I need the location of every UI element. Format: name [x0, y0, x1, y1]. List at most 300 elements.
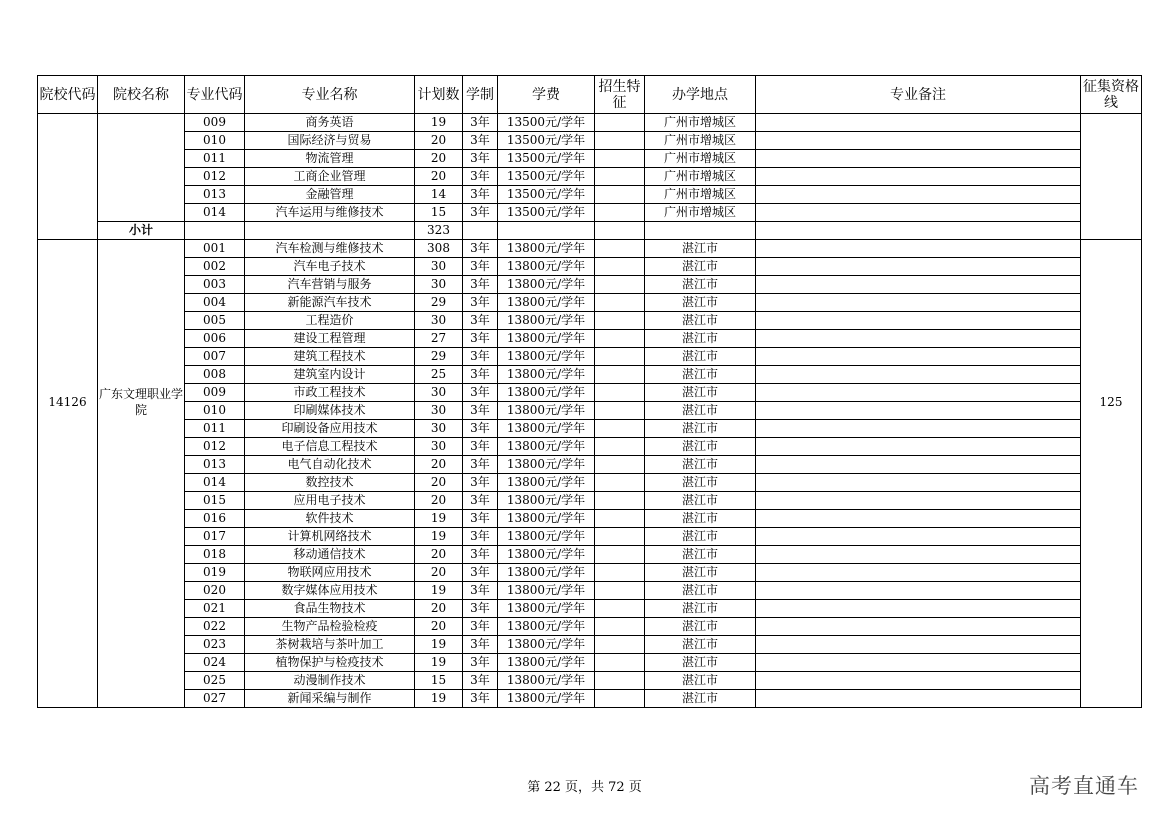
major-name: 工商企业管理	[245, 168, 415, 186]
location: 湛江市	[645, 312, 756, 330]
location: 湛江市	[645, 366, 756, 384]
enroll-feature	[595, 654, 645, 672]
location: 湛江市	[645, 690, 756, 708]
major-code: 017	[185, 528, 245, 546]
tuition: 13800元/学年	[498, 402, 595, 420]
major-name: 移动通信技术	[245, 546, 415, 564]
plan-count: 15	[415, 204, 463, 222]
plan-count: 19	[415, 510, 463, 528]
duration: 3年	[463, 420, 498, 438]
duration: 3年	[463, 132, 498, 150]
location: 湛江市	[645, 294, 756, 312]
column-header: 计划数	[415, 76, 463, 114]
major-code: 022	[185, 618, 245, 636]
duration: 3年	[463, 492, 498, 510]
table-row	[38, 168, 1142, 186]
plan-count: 30	[415, 312, 463, 330]
plan-count: 29	[415, 294, 463, 312]
major-note	[756, 114, 1081, 132]
tuition: 13500元/学年	[498, 132, 595, 150]
major-code: 005	[185, 312, 245, 330]
tuition: 13800元/学年	[498, 366, 595, 384]
table-row	[38, 330, 1142, 348]
location: 湛江市	[645, 474, 756, 492]
enroll-feature	[595, 456, 645, 474]
enroll-feature	[595, 618, 645, 636]
major-name: 数字媒体应用技术	[245, 582, 415, 600]
major-note	[756, 672, 1081, 690]
admission-threshold	[1081, 564, 1142, 708]
location: 湛江市	[645, 420, 756, 438]
plan-count: 19	[415, 114, 463, 132]
location: 湛江市	[645, 510, 756, 528]
enroll-feature	[595, 276, 645, 294]
table-row	[38, 528, 1142, 546]
tuition: 13800元/学年	[498, 294, 595, 312]
enroll-feature	[595, 168, 645, 186]
duration: 3年	[463, 348, 498, 366]
major-name: 计算机网络技术	[245, 528, 415, 546]
table-row	[38, 492, 1142, 510]
major-code	[185, 222, 245, 240]
page-footer: 第 22 页，共 72 页	[527, 780, 642, 795]
duration: 3年	[463, 402, 498, 420]
major-code: 024	[185, 654, 245, 672]
major-note	[756, 240, 1081, 258]
major-name: 建筑工程技术	[245, 348, 415, 366]
table-body	[38, 114, 1142, 708]
plan-count: 20	[415, 618, 463, 636]
major-name: 茶树栽培与茶叶加工	[245, 636, 415, 654]
major-code: 020	[185, 582, 245, 600]
location: 湛江市	[645, 240, 756, 258]
location: 湛江市	[645, 546, 756, 564]
major-code: 014	[185, 474, 245, 492]
table-row	[38, 600, 1142, 618]
column-header: 招生特征	[595, 76, 645, 114]
major-name: 食品生物技术	[245, 600, 415, 618]
table-row	[38, 384, 1142, 402]
enroll-feature	[595, 438, 645, 456]
major-code: 023	[185, 636, 245, 654]
table-row	[38, 240, 1142, 258]
plan-count: 20	[415, 492, 463, 510]
enroll-feature	[595, 582, 645, 600]
major-name: 商务英语	[245, 114, 415, 132]
major-name: 新闻采编与制作	[245, 690, 415, 708]
major-name: 物联网应用技术	[245, 564, 415, 582]
major-note	[756, 186, 1081, 204]
duration: 3年	[463, 546, 498, 564]
major-code: 011	[185, 150, 245, 168]
duration: 3年	[463, 276, 498, 294]
major-name: 金融管理	[245, 186, 415, 204]
location: 湛江市	[645, 654, 756, 672]
enroll-feature	[595, 474, 645, 492]
major-code: 003	[185, 276, 245, 294]
major-code: 013	[185, 456, 245, 474]
major-note	[756, 402, 1081, 420]
duration: 3年	[463, 294, 498, 312]
location: 湛江市	[645, 672, 756, 690]
enroll-feature	[595, 564, 645, 582]
duration: 3年	[463, 564, 498, 582]
watermark: 高考直通车	[1029, 774, 1139, 798]
major-name: 物流管理	[245, 150, 415, 168]
major-note	[756, 564, 1081, 582]
location: 湛江市	[645, 618, 756, 636]
admission-threshold	[1081, 114, 1142, 240]
college-name	[98, 114, 185, 222]
enroll-feature	[595, 420, 645, 438]
column-header: 办学地点	[645, 76, 756, 114]
tuition: 13800元/学年	[498, 510, 595, 528]
duration: 3年	[463, 636, 498, 654]
major-note	[756, 348, 1081, 366]
duration: 3年	[463, 672, 498, 690]
plan-count: 30	[415, 276, 463, 294]
major-name: 数控技术	[245, 474, 415, 492]
major-note	[756, 168, 1081, 186]
location: 湛江市	[645, 600, 756, 618]
major-name: 应用电子技术	[245, 492, 415, 510]
duration: 3年	[463, 168, 498, 186]
table-row	[38, 582, 1142, 600]
major-note	[756, 510, 1081, 528]
location: 湛江市	[645, 456, 756, 474]
column-header: 学费	[498, 76, 595, 114]
location: 湛江市	[645, 636, 756, 654]
plan-count: 25	[415, 366, 463, 384]
column-header: 征集资格线	[1081, 76, 1142, 114]
tuition: 13800元/学年	[498, 438, 595, 456]
enrollment-table	[37, 75, 1142, 708]
tuition: 13800元/学年	[498, 258, 595, 276]
tuition: 13500元/学年	[498, 114, 595, 132]
major-code: 011	[185, 420, 245, 438]
enroll-feature	[595, 114, 645, 132]
major-name: 印刷媒体技术	[245, 402, 415, 420]
location: 湛江市	[645, 258, 756, 276]
tuition: 13800元/学年	[498, 420, 595, 438]
tuition: 13800元/学年	[498, 636, 595, 654]
major-code: 009	[185, 384, 245, 402]
major-name: 植物保护与检疫技术	[245, 654, 415, 672]
major-note	[756, 438, 1081, 456]
major-note	[756, 600, 1081, 618]
major-note	[756, 150, 1081, 168]
major-name: 动漫制作技术	[245, 672, 415, 690]
enroll-feature	[595, 150, 645, 168]
tuition: 13800元/学年	[498, 312, 595, 330]
plan-count: 20	[415, 150, 463, 168]
duration: 3年	[463, 204, 498, 222]
enroll-feature	[595, 690, 645, 708]
major-note	[756, 618, 1081, 636]
location: 广州市增城区	[645, 150, 756, 168]
tuition: 13800元/学年	[498, 672, 595, 690]
major-note	[756, 474, 1081, 492]
column-header: 院校名称	[98, 76, 185, 114]
major-name: 建设工程管理	[245, 330, 415, 348]
table-row	[38, 474, 1142, 492]
college-code	[38, 114, 98, 240]
major-note	[756, 456, 1081, 474]
table-row	[38, 690, 1142, 708]
table-row	[38, 546, 1142, 564]
location: 湛江市	[645, 276, 756, 294]
tuition: 13500元/学年	[498, 186, 595, 204]
major-code: 006	[185, 330, 245, 348]
location: 湛江市	[645, 492, 756, 510]
plan-count: 30	[415, 384, 463, 402]
major-note	[756, 546, 1081, 564]
major-name	[245, 222, 415, 240]
table-header	[38, 76, 1142, 114]
major-name: 电气自动化技术	[245, 456, 415, 474]
plan-count: 29	[415, 348, 463, 366]
duration: 3年	[463, 114, 498, 132]
tuition: 13800元/学年	[498, 456, 595, 474]
major-name: 汽车检测与维修技术	[245, 240, 415, 258]
table-row	[38, 510, 1142, 528]
table-row	[38, 348, 1142, 366]
table-row	[38, 312, 1142, 330]
duration: 3年	[463, 456, 498, 474]
major-name: 国际经济与贸易	[245, 132, 415, 150]
major-code: 012	[185, 168, 245, 186]
duration: 3年	[463, 510, 498, 528]
plan-count: 20	[415, 474, 463, 492]
location: 广州市增城区	[645, 168, 756, 186]
major-code: 013	[185, 186, 245, 204]
major-code: 002	[185, 258, 245, 276]
enroll-feature	[595, 384, 645, 402]
major-note	[756, 330, 1081, 348]
plan-count: 19	[415, 528, 463, 546]
plan-count: 19	[415, 582, 463, 600]
major-code: 004	[185, 294, 245, 312]
enroll-feature	[595, 510, 645, 528]
plan-count: 20	[415, 456, 463, 474]
tuition: 13500元/学年	[498, 168, 595, 186]
column-header: 专业代码	[185, 76, 245, 114]
table-row	[38, 204, 1142, 222]
table-row	[38, 258, 1142, 276]
tuition: 13800元/学年	[498, 690, 595, 708]
major-note	[756, 276, 1081, 294]
duration: 3年	[463, 150, 498, 168]
plan-count: 19	[415, 636, 463, 654]
major-name: 汽车运用与维修技术	[245, 204, 415, 222]
enroll-feature	[595, 600, 645, 618]
location: 湛江市	[645, 528, 756, 546]
subtotal-row	[38, 222, 1142, 240]
plan-count: 14	[415, 186, 463, 204]
location: 湛江市	[645, 330, 756, 348]
college-name	[98, 564, 185, 708]
duration: 3年	[463, 600, 498, 618]
location: 湛江市	[645, 348, 756, 366]
location: 湛江市	[645, 582, 756, 600]
plan-count: 20	[415, 132, 463, 150]
duration: 3年	[463, 186, 498, 204]
major-note	[756, 528, 1081, 546]
tuition: 13800元/学年	[498, 600, 595, 618]
tuition: 13800元/学年	[498, 654, 595, 672]
major-name: 生物产品检验检疫	[245, 618, 415, 636]
column-header: 学制	[463, 76, 498, 114]
plan-count: 20	[415, 168, 463, 186]
duration: 3年	[463, 330, 498, 348]
table-row	[38, 420, 1142, 438]
enroll-feature	[595, 312, 645, 330]
enroll-feature	[595, 492, 645, 510]
enroll-feature	[595, 294, 645, 312]
enroll-feature	[595, 330, 645, 348]
duration: 3年	[463, 240, 498, 258]
tuition: 13800元/学年	[498, 582, 595, 600]
college-code: 14126	[38, 240, 98, 564]
table-row	[38, 672, 1142, 690]
duration: 3年	[463, 258, 498, 276]
major-code: 010	[185, 402, 245, 420]
major-note	[756, 690, 1081, 708]
major-note	[756, 492, 1081, 510]
major-name: 建筑室内设计	[245, 366, 415, 384]
enroll-feature	[595, 204, 645, 222]
location: 湛江市	[645, 564, 756, 582]
table-row	[38, 456, 1142, 474]
duration: 3年	[463, 474, 498, 492]
enroll-feature	[595, 636, 645, 654]
table-row	[38, 564, 1142, 582]
major-name: 软件技术	[245, 510, 415, 528]
location: 广州市增城区	[645, 132, 756, 150]
duration: 3年	[463, 690, 498, 708]
tuition: 13800元/学年	[498, 492, 595, 510]
major-name: 电子信息工程技术	[245, 438, 415, 456]
duration: 3年	[463, 312, 498, 330]
major-note	[756, 366, 1081, 384]
tuition: 13800元/学年	[498, 546, 595, 564]
plan-count: 30	[415, 438, 463, 456]
table-cell	[756, 222, 1081, 240]
major-code: 012	[185, 438, 245, 456]
enroll-feature	[595, 348, 645, 366]
major-name: 汽车营销与服务	[245, 276, 415, 294]
major-note	[756, 132, 1081, 150]
plan-count: 30	[415, 402, 463, 420]
major-name: 工程造价	[245, 312, 415, 330]
location: 湛江市	[645, 402, 756, 420]
tuition: 13800元/学年	[498, 276, 595, 294]
tuition: 13800元/学年	[498, 384, 595, 402]
table-cell	[595, 222, 645, 240]
plan-count: 19	[415, 690, 463, 708]
plan-count: 20	[415, 564, 463, 582]
tuition: 13800元/学年	[498, 348, 595, 366]
major-note	[756, 204, 1081, 222]
table-row	[38, 150, 1142, 168]
table-row	[38, 636, 1142, 654]
enroll-feature	[595, 186, 645, 204]
table-row	[38, 132, 1142, 150]
table-row	[38, 186, 1142, 204]
duration: 3年	[463, 366, 498, 384]
tuition: 13800元/学年	[498, 474, 595, 492]
major-code: 010	[185, 132, 245, 150]
subtotal-label: 小计	[98, 222, 185, 240]
plan-count: 308	[415, 240, 463, 258]
major-code: 009	[185, 114, 245, 132]
table-row	[38, 402, 1142, 420]
subtotal-value: 323	[415, 222, 463, 240]
enroll-feature	[595, 528, 645, 546]
major-code: 025	[185, 672, 245, 690]
tuition: 13800元/学年	[498, 528, 595, 546]
column-header: 专业备注	[756, 76, 1081, 114]
enroll-feature	[595, 132, 645, 150]
enroll-feature	[595, 366, 645, 384]
location: 广州市增城区	[645, 114, 756, 132]
location: 广州市增城区	[645, 186, 756, 204]
location: 湛江市	[645, 384, 756, 402]
major-name: 新能源汽车技术	[245, 294, 415, 312]
column-header: 院校代码	[38, 76, 98, 114]
enroll-feature	[595, 240, 645, 258]
major-note	[756, 420, 1081, 438]
table-row	[38, 366, 1142, 384]
major-note	[756, 384, 1081, 402]
plan-count: 19	[415, 654, 463, 672]
header-row	[38, 76, 1142, 114]
tuition: 13800元/学年	[498, 330, 595, 348]
major-name: 汽车电子技术	[245, 258, 415, 276]
tuition: 13800元/学年	[498, 240, 595, 258]
duration: 3年	[463, 384, 498, 402]
major-code: 001	[185, 240, 245, 258]
college-code	[38, 564, 98, 708]
tuition: 13800元/学年	[498, 618, 595, 636]
table-row	[38, 276, 1142, 294]
table-row	[38, 654, 1142, 672]
table-row	[38, 294, 1142, 312]
major-name: 印刷设备应用技术	[245, 420, 415, 438]
major-note	[756, 258, 1081, 276]
major-code: 021	[185, 600, 245, 618]
tuition: 13800元/学年	[498, 564, 595, 582]
plan-count: 27	[415, 330, 463, 348]
major-code: 019	[185, 564, 245, 582]
table-row	[38, 618, 1142, 636]
column-header: 专业名称	[245, 76, 415, 114]
plan-count: 20	[415, 600, 463, 618]
table-cell	[498, 222, 595, 240]
duration: 3年	[463, 528, 498, 546]
tuition: 13500元/学年	[498, 150, 595, 168]
plan-count: 30	[415, 420, 463, 438]
major-code: 014	[185, 204, 245, 222]
tuition: 13500元/学年	[498, 204, 595, 222]
major-name: 市政工程技术	[245, 384, 415, 402]
major-code: 008	[185, 366, 245, 384]
duration: 3年	[463, 618, 498, 636]
enroll-feature	[595, 258, 645, 276]
table-cell	[463, 222, 498, 240]
major-note	[756, 582, 1081, 600]
major-note	[756, 654, 1081, 672]
